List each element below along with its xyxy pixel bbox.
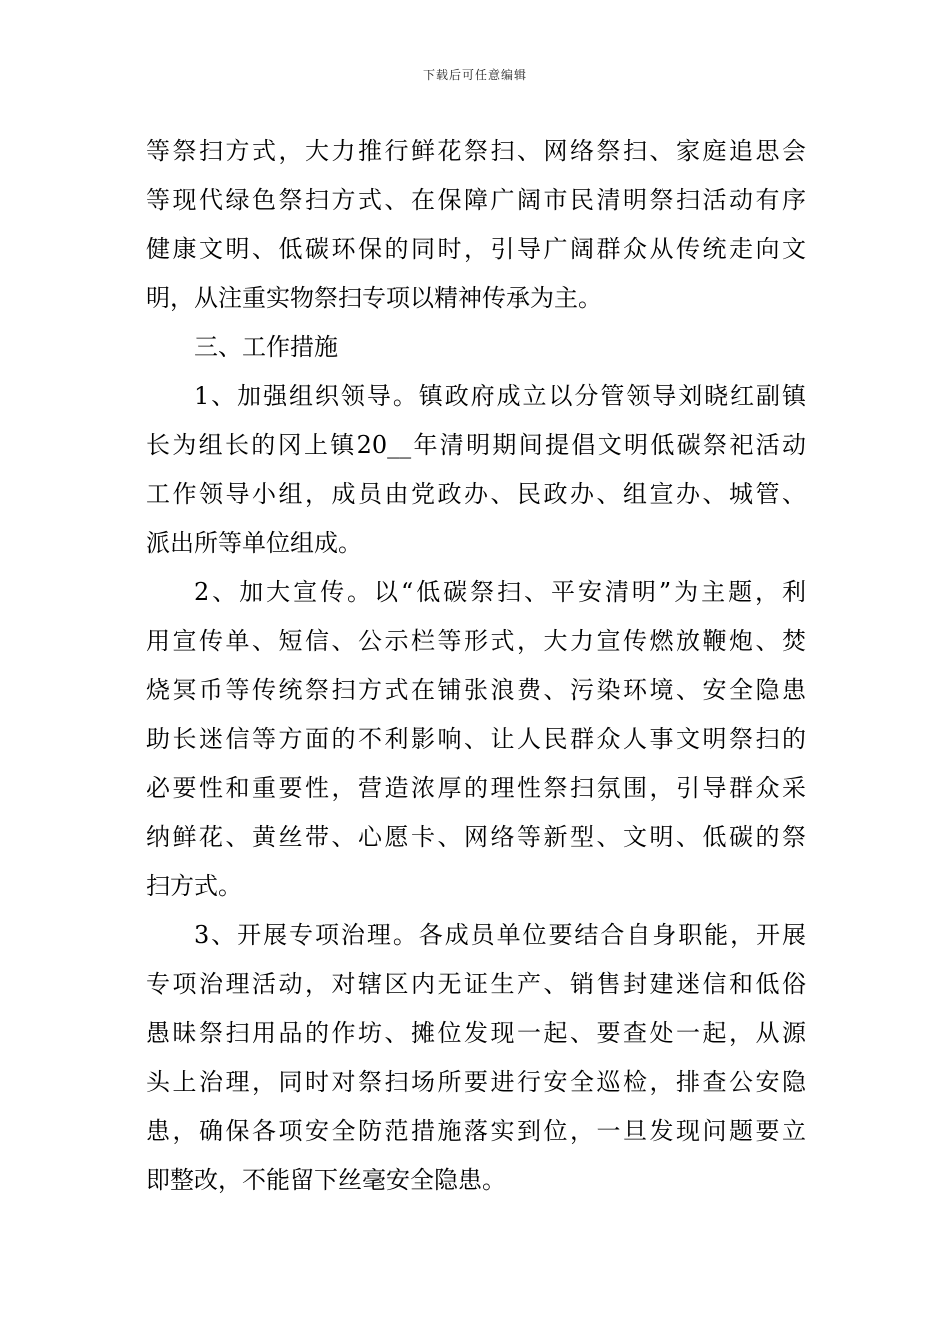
text-line: 健康文明、低碳环保的同时，引导广阔群众从传统走向文 xyxy=(146,235,806,263)
text-line: 助长迷信等方面的不利影响、让人民群众人事文明祭扫的 xyxy=(146,725,806,753)
text-line: 纳鲜花、黄丝带、心愿卡、网络等新型、文明、低碳的祭 xyxy=(146,823,806,851)
text-line: 1、加强组织领导。镇政府成立以分管领导刘晓红副镇 xyxy=(194,382,806,410)
text-line: 用宣传单、短信、公示栏等形式，大力宣传燃放鞭炮、焚 xyxy=(146,627,806,655)
text-line: 派出所等单位组成。 xyxy=(146,529,362,557)
text-line: 烧冥币等传统祭扫方式在铺张浪费、污染环境、安全隐患 xyxy=(146,676,806,704)
text-line: 3、开展专项治理。各成员单位要结合自身职能，开展 xyxy=(194,921,806,949)
text-line: 专项治理活动，对辖区内无证生产、销售封建迷信和低俗 xyxy=(146,970,806,998)
text-line: 2、加大宣传。以“低碳祭扫、平安清明”为主题，利 xyxy=(194,578,806,606)
text-line: 即整改，不能留下丝毫安全隐患。 xyxy=(146,1166,506,1194)
text-line: 愚昧祭扫用品的作坊、摊位发现一起、要查处一起，从源 xyxy=(146,1019,806,1047)
text-line: 扫方式。 xyxy=(146,872,242,900)
text-line: 必要性和重要性，营造浓厚的理性祭扫氛围，引导群众采 xyxy=(146,774,806,802)
text-line: 三、工作措施 xyxy=(194,333,338,361)
text-line: 患，确保各项安全防范措施落实到位，一旦发现问题要立 xyxy=(146,1117,806,1145)
text-line: 等祭扫方式，大力推行鲜花祭扫、网络祭扫、家庭追思会 xyxy=(146,137,806,165)
text-line: 工作领导小组，成员由党政办、民政办、组宣办、城管、 xyxy=(146,480,806,508)
document-body xyxy=(146,127,806,1205)
text-line: 长为组长的冈上镇20__年清明期间提倡文明低碳祭祀活动 xyxy=(146,431,806,459)
page-header-note: 下载后可任意编辑 xyxy=(422,68,527,82)
text-line: 明，从注重实物祭扫专项以精神传承为主。 xyxy=(146,284,602,312)
text-line: 头上治理，同时对祭扫场所要进行安全巡检，排查公安隐 xyxy=(146,1068,806,1096)
text-line: 等现代绿色祭扫方式、在保障广阔市民清明祭扫活动有序 xyxy=(146,186,806,214)
